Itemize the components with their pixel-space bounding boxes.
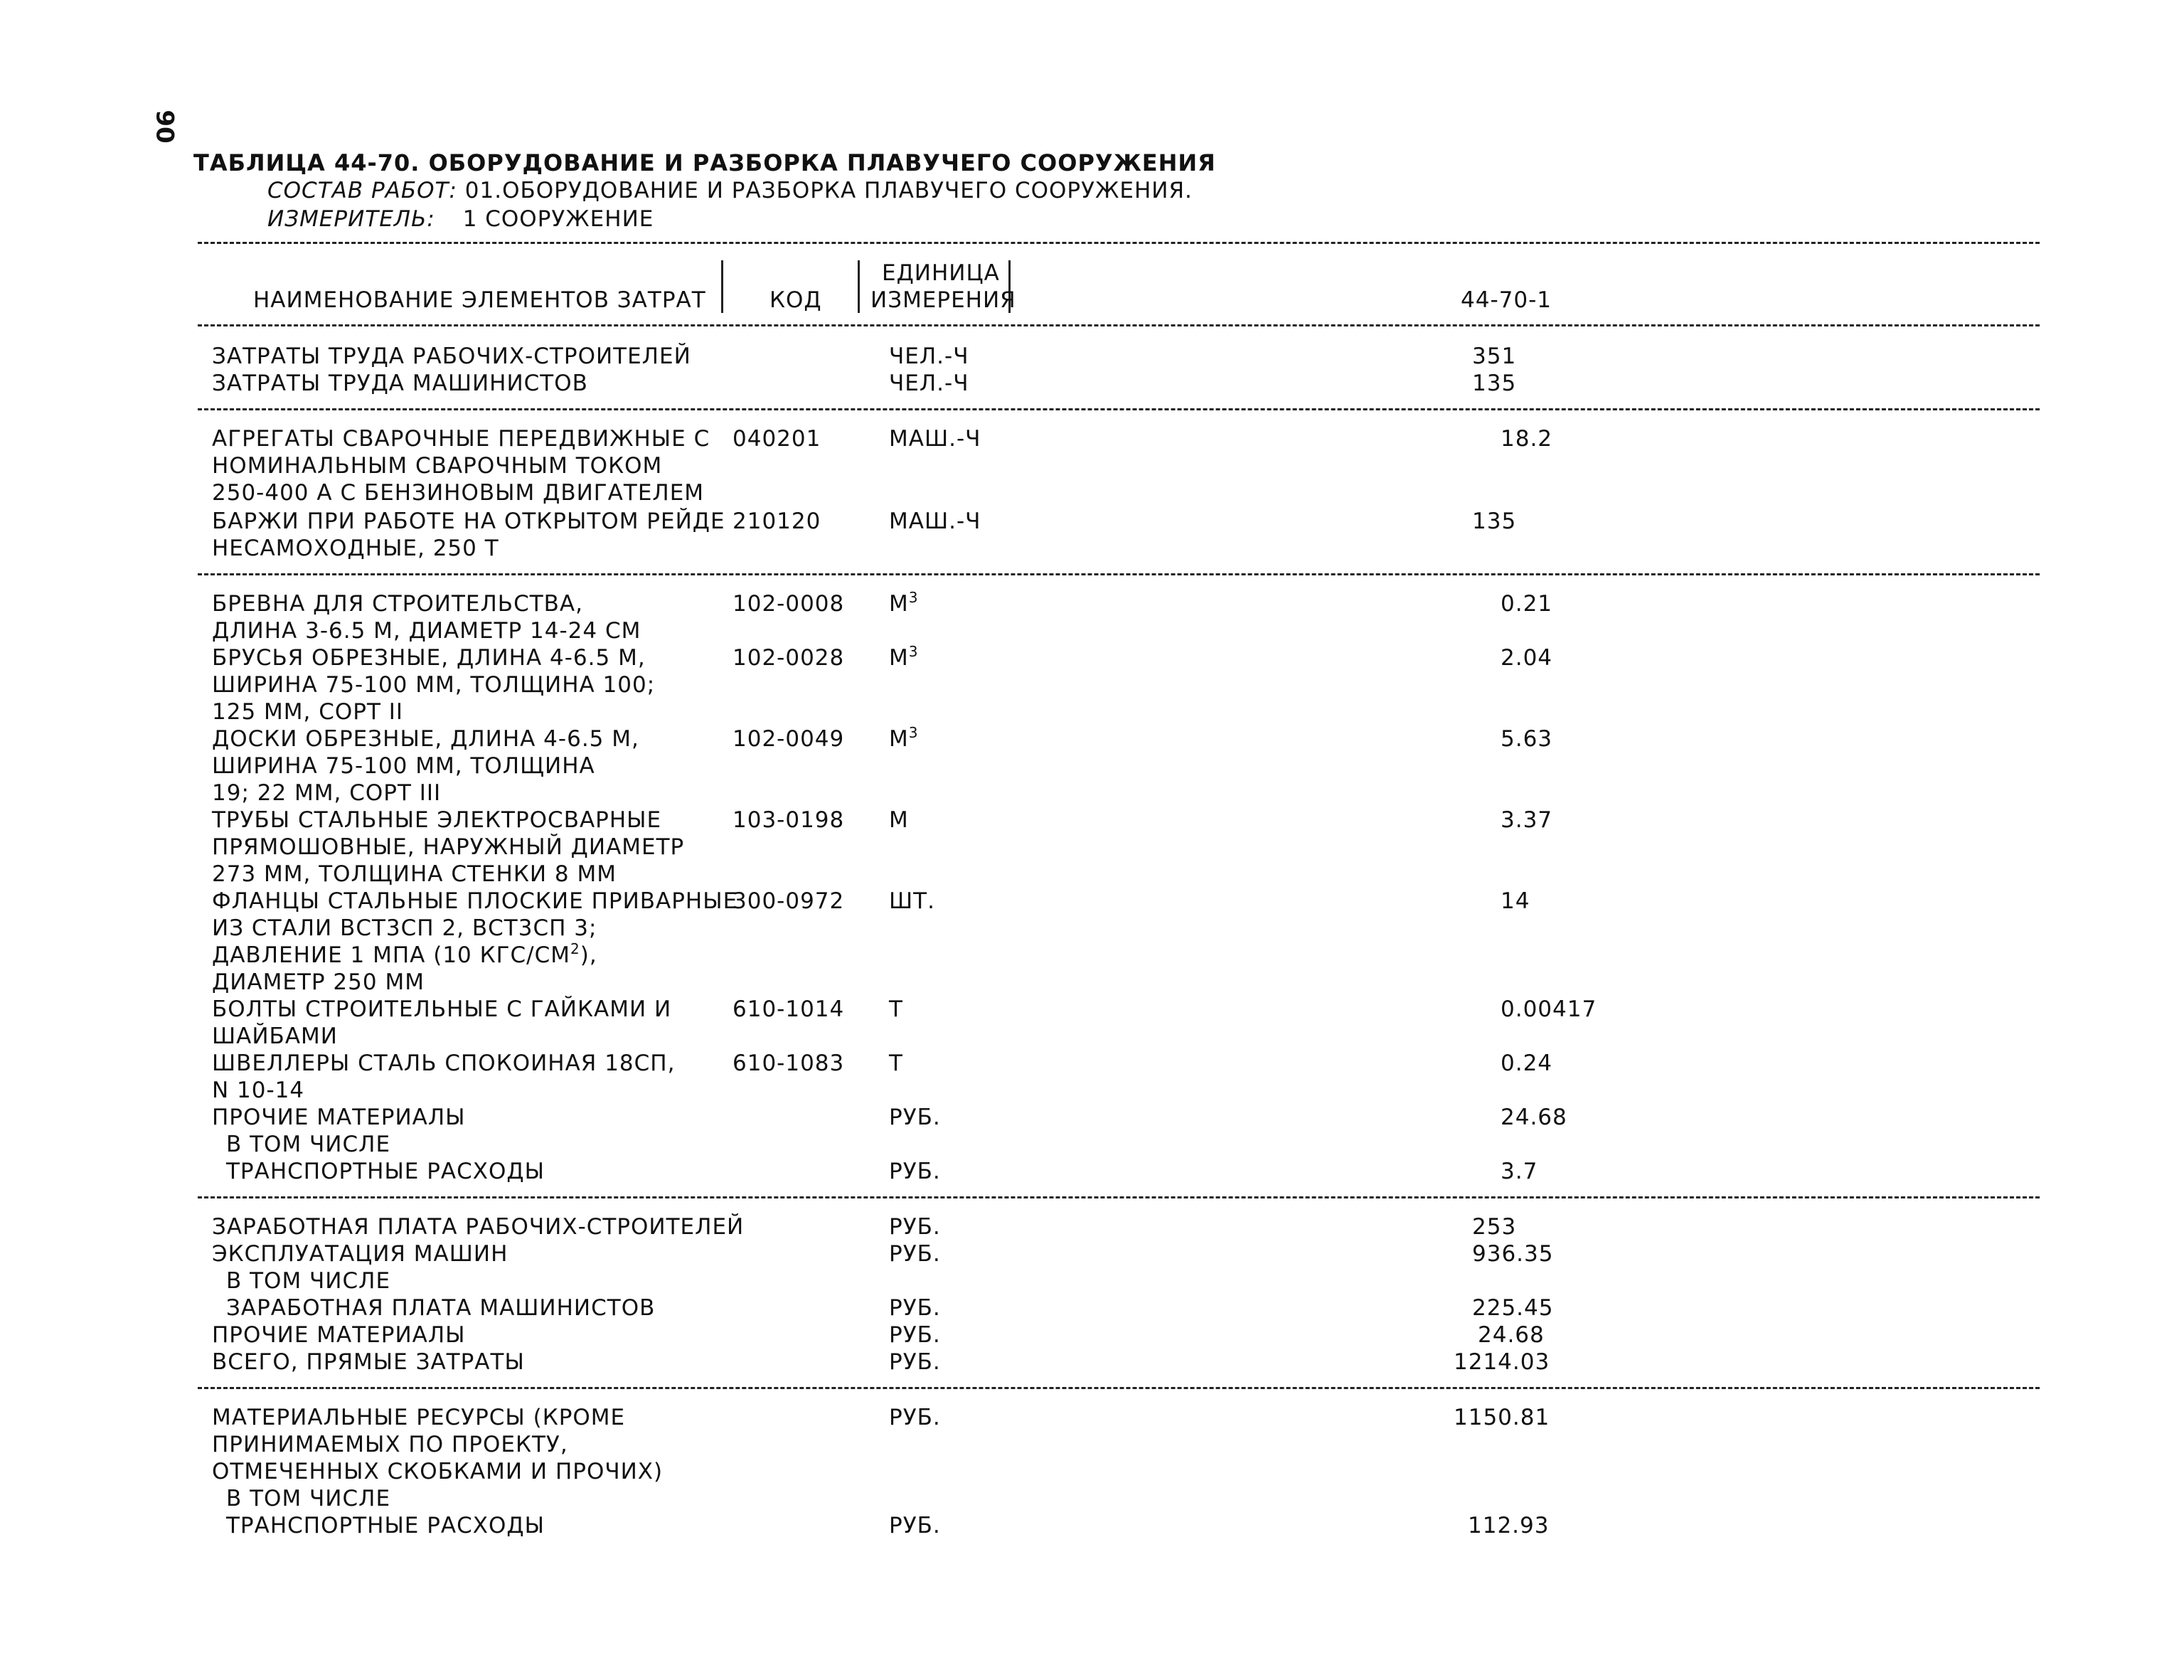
including-3: В ТОМ ЧИСЛЕ (226, 1486, 391, 1511)
page-number: 90 (150, 110, 179, 144)
total-direct-name: ВСЕГО, ПРЯМЫЕ ЗАТРАТЫ (212, 1349, 525, 1375)
header-divider-1 (721, 260, 723, 313)
labor-operators-name: ЗАТРАТЫ ТРУДА МАШИНИСТОВ (212, 371, 588, 396)
labor-workers-unit: ЧЕЛ.-Ч (889, 344, 969, 369)
flanges-name-3 (212, 942, 597, 969)
material-resources-value: 1150.81 (1454, 1405, 1550, 1430)
welding-name-3: 250-400 А С БЕНЗИНОВЫМ ДВИГАТЕЛЕМ (212, 480, 705, 506)
rule-section-1 (198, 408, 2040, 410)
pipes-unit: М (889, 807, 909, 833)
pipes-name-2: ПРЯМОШОВНЫЕ, НАРУЖНЫЙ ДИАМЕТР (212, 834, 685, 860)
flanges-name-4: ДИАМЕТР 250 ММ (212, 969, 425, 995)
pipes-name-1: ТРУБЫ СТАЛЬНЫЕ ЭЛЕКТРОСВАРНЫЕ (212, 807, 662, 833)
bars-unit-sup: 3 (908, 643, 919, 660)
table-title: ТАБЛИЦА 44-70. ОБОРУДОВАНИЕ И РАЗБОРКА ПЛАВУЧЕГО СООРУЖЕНИЯ (193, 149, 1216, 176)
barges-value: 135 (1472, 509, 1517, 534)
transport-1-unit: РУБ. (889, 1159, 941, 1184)
boards-unit-base: М (889, 726, 909, 752)
rule-section-3 (198, 1196, 2040, 1198)
logs-unit (889, 590, 918, 617)
rule-section-4 (198, 1387, 2040, 1389)
logs-name-2: ДЛИНА 3-6.5 М, ДИАМЕТР 14-24 СМ (212, 618, 641, 644)
barges-code: 210120 (733, 509, 821, 534)
including-2: В ТОМ ЧИСЛЕ (226, 1268, 391, 1294)
welding-name-2: НОМИНАЛЬНЫМ СВАРОЧНЫМ ТОКОМ (212, 453, 663, 479)
header-unit-line1: ЕДИНИЦА (882, 260, 1000, 286)
wages-operators-value: 225.45 (1472, 1295, 1554, 1321)
total-direct-value: 1214.03 (1454, 1349, 1550, 1375)
boards-name-2: ШИРИНА 75-100 ММ, ТОЛЩИНА (212, 753, 595, 779)
channels-value: 0.24 (1501, 1051, 1553, 1076)
logs-unit-base: М (889, 591, 909, 617)
rule-section-2 (198, 573, 2040, 575)
header-norm: 44-70-1 (1461, 287, 1552, 313)
flanges-name-2: ИЗ СТАЛИ ВСТ3СП 2, ВСТ3СП 3; (212, 915, 597, 941)
welding-name-1: АГРЕГАТЫ СВАРОЧНЫЕ ПЕРЕДВИЖНЫЕ С (212, 426, 710, 452)
bolts-unit: Т (889, 996, 903, 1022)
barges-name-1: БАРЖИ ПРИ РАБОТЕ НА ОТКРЫТОМ РЕЙДЕ (212, 509, 725, 534)
header-unit-line2: ИЗМЕРЕНИЯ (870, 287, 1016, 313)
transport-1-value: 3.7 (1501, 1159, 1538, 1184)
flanges-name-3-sup: 2 (570, 940, 580, 957)
transport-2-unit: РУБ. (889, 1513, 941, 1538)
channels-name-1: ШВЕЛЛЕРЫ СТАЛЬ СПОКОИНАЯ 18СП, (212, 1051, 676, 1076)
flanges-value: 14 (1501, 888, 1530, 914)
wages-operators-name: ЗАРАБОТНАЯ ПЛАТА МАШИНИСТОВ (226, 1295, 656, 1321)
logs-code: 102-0008 (733, 591, 845, 617)
material-resources-name-3: ОТМЕЧЕННЫХ СКОБКАМИ И ПРОЧИХ) (212, 1459, 664, 1484)
logs-unit-sup: 3 (908, 589, 919, 606)
boards-unit-sup: 3 (908, 724, 919, 741)
labor-operators-value: 135 (1472, 371, 1517, 396)
pipes-code: 103-0198 (733, 807, 845, 833)
boards-code: 102-0049 (733, 726, 845, 752)
wages-workers-value: 253 (1472, 1214, 1517, 1240)
bars-unit (889, 644, 918, 671)
boards-unit (889, 725, 918, 753)
other-materials-2-value: 24.68 (1478, 1322, 1545, 1348)
flanges-name-3b: ), (580, 942, 597, 968)
other-materials-2-name: ПРОЧИЕ МАТЕРИАЛЫ (212, 1322, 466, 1348)
work-composition-value: 01.ОБОРУДОВАНИЕ И РАЗБОРКА ПЛАВУЧЕГО СООРУЖЕНИЯ. (464, 178, 1193, 203)
bolts-value: 0.00417 (1501, 996, 1597, 1022)
other-materials-value: 24.68 (1501, 1105, 1567, 1130)
welding-unit: МАШ.-Ч (889, 426, 981, 452)
other-materials-name: ПРОЧИЕ МАТЕРИАЛЫ (212, 1105, 466, 1130)
labor-workers-name: ЗАТРАТЫ ТРУДА РАБОЧИХ-СТРОИТЕЛЕЙ (212, 344, 691, 369)
boards-name-1: ДОСКИ ОБРЕЗНЫЕ, ДЛИНА 4-6.5 М, (212, 726, 639, 752)
material-resources-name-1: МАТЕРИАЛЬНЫЕ РЕСУРСЫ (КРОМЕ (212, 1405, 626, 1430)
pipes-value: 3.37 (1501, 807, 1553, 833)
header-name: НАИМЕНОВАНИЕ ЭЛЕМЕНТОВ ЗАТРАТ (253, 287, 706, 313)
other-materials-unit: РУБ. (889, 1105, 941, 1130)
channels-unit: Т (889, 1051, 903, 1076)
bolts-name-2: ШАЙБАМИ (212, 1024, 338, 1049)
machine-operation-value: 936.35 (1472, 1241, 1554, 1267)
barges-unit: МАШ.-Ч (889, 509, 981, 534)
bolts-name-1: БОЛТЫ СТРОИТЕЛЬНЫЕ С ГАЙКАМИ И (212, 996, 672, 1022)
machine-operation-unit: РУБ. (889, 1241, 941, 1267)
measure-line (267, 206, 654, 232)
machine-operation-name: ЭКСПЛУАТАЦИЯ МАШИН (212, 1241, 508, 1267)
channels-code: 610-1083 (733, 1051, 845, 1076)
wages-operators-unit: РУБ. (889, 1295, 941, 1321)
bars-name-3: 125 ММ, СОРТ II (212, 699, 404, 725)
pipes-name-3: 273 ММ, ТОЛЩИНА СТЕНКИ 8 ММ (212, 861, 617, 887)
wages-workers-name: ЗАРАБОТНАЯ ПЛАТА РАБОЧИХ-СТРОИТЕЛЕЙ (212, 1214, 745, 1240)
including-1: В ТОМ ЧИСЛЕ (226, 1132, 391, 1157)
logs-name-1: БРЕВНА ДЛЯ СТРОИТЕЛЬСТВА, (212, 591, 583, 617)
rule-top (198, 242, 2040, 244)
transport-2-name: ТРАНСПОРТНЫЕ РАСХОДЫ (226, 1513, 545, 1538)
bars-name-1: БРУСЬЯ ОБРЕЗНЫЕ, ДЛИНА 4-6.5 М, (212, 645, 646, 671)
labor-workers-value: 351 (1472, 344, 1517, 369)
header-divider-2 (858, 260, 860, 313)
labor-operators-unit: ЧЕЛ.-Ч (889, 371, 969, 396)
welding-value: 18.2 (1501, 426, 1553, 452)
measure-label: ИЗМЕРИТЕЛЬ: (267, 206, 435, 232)
other-materials-2-unit: РУБ. (889, 1322, 941, 1348)
boards-name-3: 19; 22 ММ, СОРТ III (212, 780, 442, 806)
flanges-unit: ШТ. (889, 888, 935, 914)
transport-1-name: ТРАНСПОРТНЫЕ РАСХОДЫ (226, 1159, 545, 1184)
flanges-name-3a: ДАВЛЕНИЕ 1 МПА (10 КГС/СМ (212, 942, 571, 968)
header-code: КОД (769, 287, 822, 313)
material-resources-name-2: ПРИНИМАЕМЫХ ПО ПРОЕКТУ, (212, 1432, 568, 1457)
flanges-name-1: ФЛАНЦЫ СТАЛЬНЫЕ ПЛОСКИЕ ПРИВАРНЫЕ (212, 888, 738, 914)
work-composition-line (267, 178, 1193, 203)
wages-workers-unit: РУБ. (889, 1214, 941, 1240)
bars-name-2: ШИРИНА 75-100 ММ, ТОЛЩИНА 100; (212, 672, 656, 698)
material-resources-unit: РУБ. (889, 1405, 941, 1430)
measure-value: 1 СООРУЖЕНИЕ (462, 206, 654, 232)
bars-value: 2.04 (1501, 645, 1553, 671)
bars-code: 102-0028 (733, 645, 845, 671)
bolts-code: 610-1014 (733, 996, 845, 1022)
boards-value: 5.63 (1501, 726, 1553, 752)
channels-name-2: N 10-14 (212, 1078, 305, 1103)
bars-unit-base: М (889, 645, 909, 671)
flanges-code: 300-0972 (733, 888, 845, 914)
logs-value: 0.21 (1501, 591, 1553, 617)
transport-2-value: 112.93 (1468, 1513, 1550, 1538)
barges-name-2: НЕСАМОХОДНЫЕ, 250 Т (212, 536, 499, 561)
total-direct-unit: РУБ. (889, 1349, 941, 1375)
rule-header (198, 324, 2040, 326)
work-composition-label: СОСТАВ РАБОТ: (267, 178, 457, 203)
welding-code: 040201 (733, 426, 821, 452)
